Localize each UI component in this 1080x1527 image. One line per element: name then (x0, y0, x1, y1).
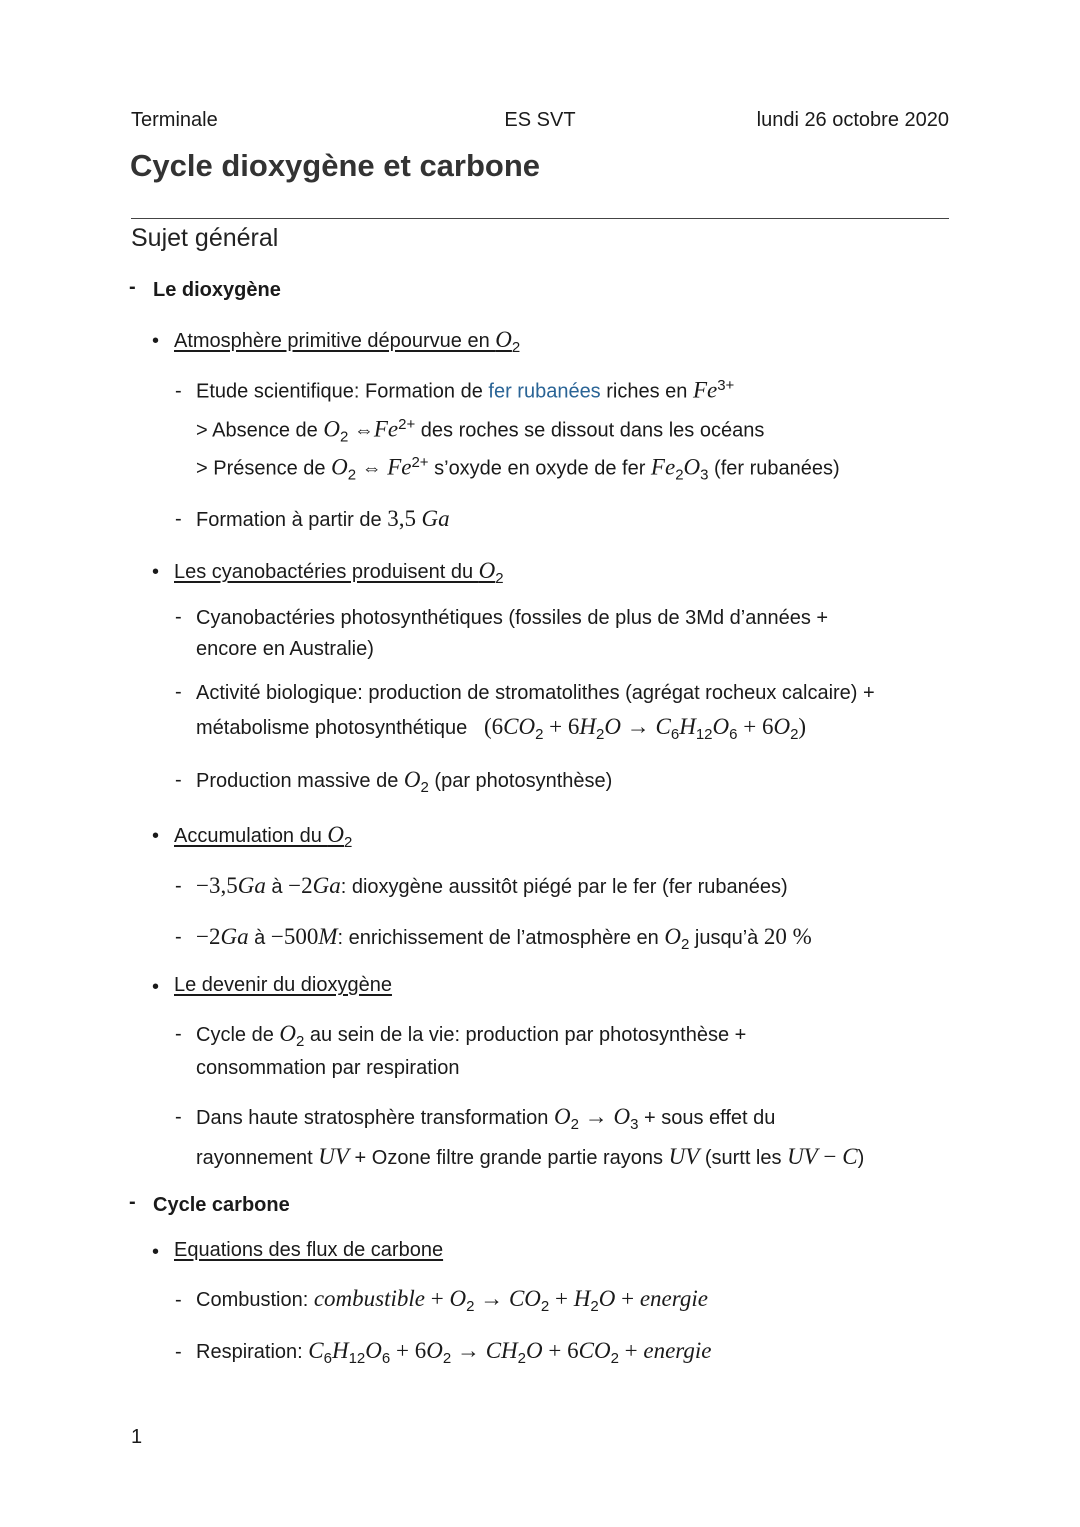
line-accum-1: −3,5Ga à −2Ga: dioxygène aussitôt piégé par le fer (fer rubanées) (196, 873, 788, 898)
page-title: Cycle dioxygène et carbone (130, 148, 541, 183)
line-respiration: Respiration: $C_6H_{12}O_6 + 6O_2 \to CH_2O + 6CO_2$ + energie (196, 1338, 712, 1367)
item-dash: - (175, 1341, 182, 1363)
item-dash: - (175, 769, 182, 791)
header-left: Terminale (131, 109, 218, 131)
header-center: ES SVT (504, 109, 576, 131)
title-divider (131, 218, 949, 219)
line-strato-1: Dans haute stratosphère transformation $O_2 \to O_3$ + sous effet du (196, 1104, 776, 1133)
bullet-devenir: Le devenir du dioxygène (174, 974, 392, 996)
item-dash: - (175, 681, 182, 703)
line-formation: Formation à partir de 3,5 Ga (196, 506, 450, 531)
bullet-dot: • (152, 976, 160, 998)
section-dash: - (129, 276, 136, 298)
line-etude: Etude scientifique: Formation de fer rubanées riches en $Fe^{3+}$ (196, 377, 735, 403)
subtitle: Sujet général (131, 224, 279, 252)
page-number: 1 (131, 1426, 143, 1448)
bullet-dot: • (152, 825, 160, 847)
item-dash: - (175, 875, 182, 897)
item-dash: - (175, 926, 182, 948)
bullet-dot: • (152, 561, 160, 583)
line-absence: > Absence de $O_2$ $\Leftrightarrow Fe^{2+}$ des roches se dissout dans les océans (196, 416, 765, 446)
line-production: Production massive de $O_2$ (par photosynthèse) (196, 767, 613, 796)
line-activite-1: Activité biologique: production de stromatolithes (agrégat rocheux calcaire) + (196, 682, 875, 704)
bullet-equations: Equations des flux de carbone (174, 1239, 444, 1261)
item-dash: - (175, 380, 182, 402)
link-fer-rubanees: fer rubanées (488, 380, 601, 403)
line-accum-2: −2Ga à −500M: enrichissement de l’atmosphère en $O_2$ jusqu’à 20 % (196, 924, 812, 953)
line-activite-2: métabolisme photosynthétique $(6CO_2 + 6H_2O \to C_6H_{12}O_6 + 6O_2)$ (196, 714, 807, 743)
line-cycle-2: consommation par respiration (196, 1057, 460, 1079)
item-dash: - (175, 1023, 182, 1045)
bullet-dot: • (152, 330, 160, 352)
item-dash: - (175, 1106, 182, 1128)
section-cycle-carbone: Cycle carbone (153, 1194, 290, 1216)
section-dash: - (129, 1191, 136, 1213)
bullet-atmosphere: Atmosphère primitive dépourvue en $O_2$ (174, 327, 521, 356)
bullet-cyanobacteries: Les cyanobactéries produisent du $O_2$ (174, 558, 504, 587)
line-cycle-1: Cycle de $O_2$ au sein de la vie: production par photosynthèse + (196, 1021, 747, 1050)
item-dash: - (175, 606, 182, 628)
item-dash: - (175, 1289, 182, 1311)
header-right: lundi 26 octobre 2020 (756, 109, 949, 131)
line-cyano-1: Cyanobactéries photosynthétiques (fossiles de plus de 3Md d’années + (196, 607, 829, 629)
line-cyano-2: encore en Australie) (196, 638, 374, 660)
bullet-accumulation: Accumulation du $O_2$ (174, 822, 353, 851)
section-dioxygene: Le dioxygène (153, 279, 281, 301)
line-strato-2: rayonnement UV + Ozone filtre grande partie rayons UV (surtt les UV − C) (196, 1144, 865, 1169)
line-combustion: Combustion: combustible + $O_2 \to CO_2 + H_2O$ + energie (196, 1286, 708, 1315)
item-dash: - (175, 508, 182, 530)
bullet-dot: • (152, 1241, 160, 1263)
line-presence: > Présence de $O_2$ ⇔ $Fe^{2+}$ s’oxyde en oxyde de fer $Fe_2O_3$ (fer rubanées) (196, 454, 840, 484)
